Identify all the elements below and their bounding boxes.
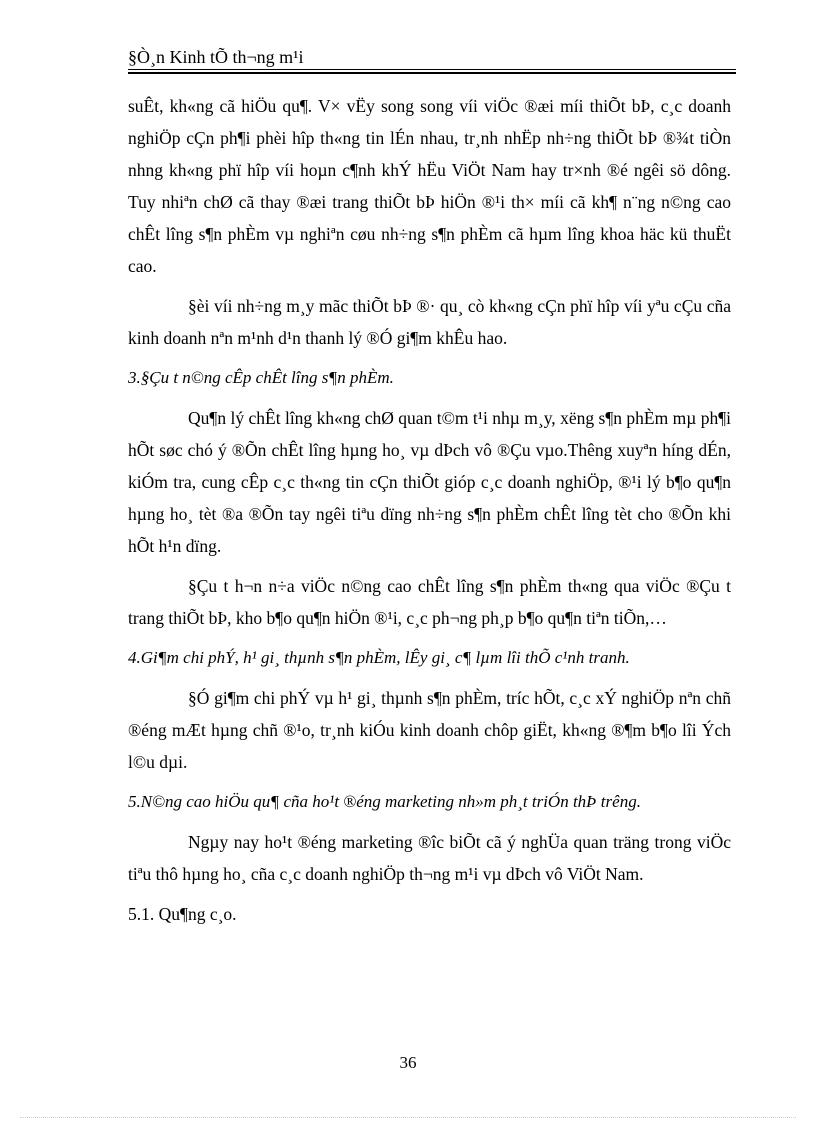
running-header: §Ò¸n Kinh tÕ th¬ng m¹i <box>128 47 304 67</box>
paragraph-4: §Çu t h¬n n÷a viÖc n©ng cao chÊt lîng s¶n phÈm th«ng qua viÖc ®Çu t trang thiÕt bÞ, kho b¶o qu¶n hiÖn ®¹i, c¸c ph¬ng ph¸p b¶o qu¶n tiªn tiÕn,… <box>128 576 731 628</box>
header-rule-thin <box>128 69 736 70</box>
header-rule-thick <box>128 72 736 74</box>
document-body <box>128 90 731 930</box>
paragraph-3: Qu¶n lý chÊt lîng kh«ng chØ quan t©m t¹i nhµ m¸y, xëng s¶n phÈm mµ ph¶i hÕt søc chó ý ®Õn chÊt lîng hµng ho¸ vµ dÞch vô ®Çu vµo.Thêng xuyªn híng dÉn, kiÓm tra, cung cÊp c¸c th«ng tin cÇn thiÕt gióp c¸c doanh nghiÖp, ®¹i lý b¶o qu¶n hµng ho¸ tèt ®a ®Õn tay ngêi tiªu dïng nh÷ng s¶n phÈm chÊt lîng tèt cho ®Õn khi hÕt h¹n dïng. <box>128 408 731 556</box>
section-heading-4: 4.Gi¶m chi phÝ, h¹ gi¸ thµnh s¶n phÈm, lÊy gi¸ c¶ lµm lîi thÕ c¹nh tranh. <box>128 648 630 667</box>
paragraph-2: §èi víi nh÷ng m¸y mãc thiÕt bÞ ®· qu¸ cò kh«ng cÇn phï hîp víi yªu cÇu cña kinh doanh nªn m¹nh d¹n thanh lý ®Ó gi¶m khÊu hao. <box>128 296 731 348</box>
paragraph-1: suÊt, kh«ng cã hiÖu qu¶. V× vËy song song víi viÖc ®æi míi thiÕt bÞ, c¸c doanh nghiÖp cÇn ph¶i phèi hîp th«ng tin lÉn nhau, tr¸nh nhËp nh÷ng thiÕt bÞ ®¾t tiÒn nhng kh«ng phï hîp víi hoµn c¶nh khÝ hËu ViÖt Nam hay tr×nh ®é ngêi sö dông. Tuy nhiªn chØ cã thay ®æi trang thiÕt bÞ hiÖn ®¹i th× míi cã kh¶ n¨ng n©ng cao chÊt lîng s¶n phÈm vµ nghiªn cøu nh÷ng s¶n phÈm cã hµm lîng khoa häc kü thuËt cao. <box>128 96 731 276</box>
paragraph-5: §Ó gi¶m chi phÝ vµ h¹ gi¸ thµnh s¶n phÈm, tríc hÕt, c¸c xÝ nghiÖp nªn chñ ®éng mÆt hµng chñ ®¹o, tr¸nh kiÓu kinh doanh chôp giËt, kh«ng ®¶m b¶o lîi Ých l©u dµi. <box>128 688 731 772</box>
section-heading-5: 5.N©ng cao hiÖu qu¶ cña ho¹t ®éng marketing nh»m ph¸t triÓn thÞ trêng. <box>128 792 641 811</box>
page-bottom-edge <box>20 1117 796 1118</box>
section-heading-3: 3.§Çu t n©ng cÊp chÊt lîng s¶n phÈm. <box>128 368 394 387</box>
subsection-heading-5-1: 5.1. Qu¶ng c¸o. <box>128 904 237 924</box>
paragraph-6: Ngµy nay ho¹t ®éng marketing ®îc biÕt cã ý nghÜa quan träng trong viÖc tiªu thô hµng ho¸ cña c¸c doanh nghiÖp th¬ng m¹i vµ dÞch vô ViÖt Nam. <box>128 832 731 884</box>
page-number: 36 <box>399 1053 417 1072</box>
